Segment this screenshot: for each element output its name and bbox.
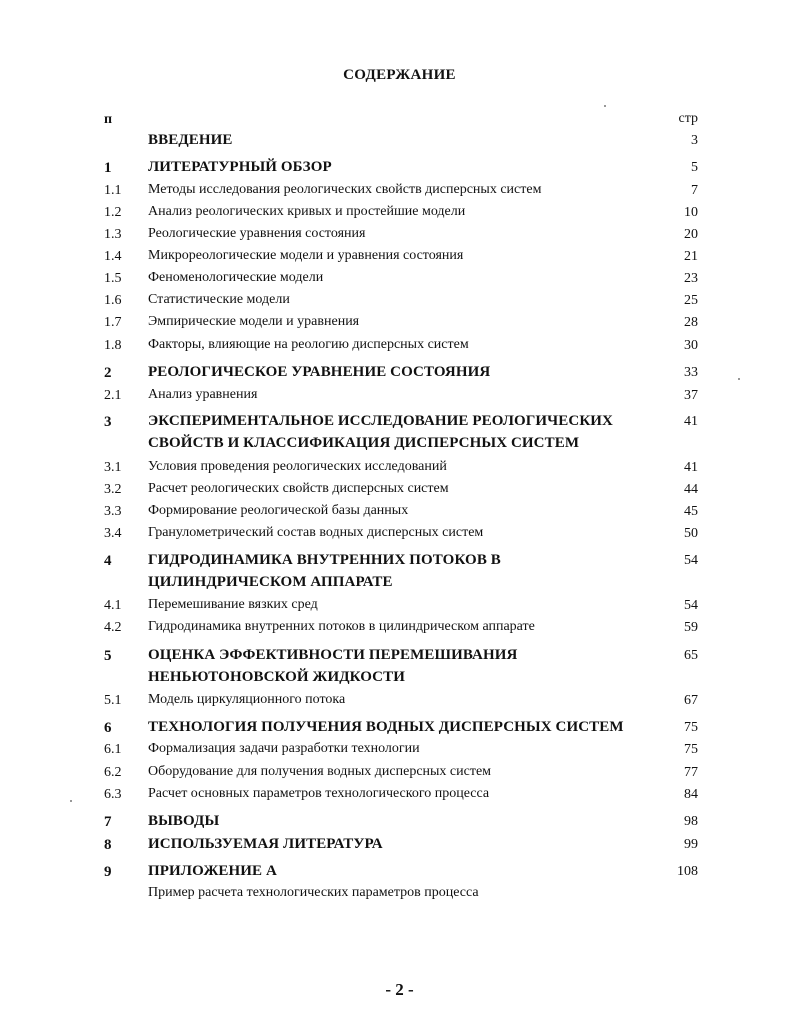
toc-entry-page: 84 (684, 787, 698, 802)
toc-entry-number: 7 (104, 814, 112, 830)
toc-entry-title: Анализ уравнения (148, 387, 258, 402)
toc-entry-number: 5.1 (104, 693, 122, 708)
toc-entry-number: 3.4 (104, 526, 122, 541)
toc-entry-title: Факторы, влияющие на реологию дисперсных систем (148, 337, 469, 352)
toc-entry-page: 33 (684, 365, 698, 380)
toc-entry-number: 1.2 (104, 205, 122, 220)
toc-entry-page: 7 (691, 183, 698, 198)
toc-entry-page: 10 (684, 205, 698, 220)
toc-entry-page: 59 (684, 620, 698, 635)
toc-entry-title: ИСПОЛЬЗУЕМАЯ ЛИТЕРАТУРА (148, 836, 383, 852)
toc-entry-title: ЭКСПЕРИМЕНТАЛЬНОЕ ИССЛЕДОВАНИЕ РЕОЛОГИЧЕСКИХ СВОЙСТВ И КЛАССИФИКАЦИЯ ДИСПЕРСНЫХ СИСТЕМ (148, 413, 613, 451)
toc-entry-number: 1 (104, 160, 112, 176)
toc-entry-title: Модель циркуляционного потока (148, 692, 346, 707)
column-header-page: стр (678, 111, 698, 126)
toc-entry-title: Пример расчета технологических параметров процесса (148, 885, 479, 900)
toc-entry-number: 5 (104, 648, 112, 664)
toc-entry-number: 9 (104, 864, 112, 880)
toc-entry-page: 23 (684, 271, 698, 286)
toc-entry-page: 67 (684, 693, 698, 708)
toc-entry-title: Оборудование для получения водных дисперсных систем (148, 764, 492, 779)
toc-entry-number: 2.1 (104, 388, 122, 403)
toc-entry-number: 4.2 (104, 620, 122, 635)
toc-entry-number: 1.4 (104, 249, 122, 264)
toc-entry-number: 1.3 (104, 227, 122, 242)
toc-entry-title: Формирование реологической базы данных (148, 503, 409, 518)
toc-entry-title: Расчет реологических свойств дисперсных систем (148, 481, 449, 496)
toc-entry-number: 2 (104, 365, 112, 381)
toc-entry-title: Эмпирические модели и уравнения (148, 314, 360, 329)
toc-entry-page: 3 (691, 133, 698, 148)
toc-entry-number: 3 (104, 414, 112, 430)
toc-entry-title: Условия проведения реологических исследований (148, 459, 447, 474)
toc-entry-page: 50 (684, 526, 698, 541)
toc-entry-title: Гранулометрический состав водных дисперсных систем (148, 525, 484, 540)
toc-entry-page: 77 (684, 765, 698, 780)
toc-entry-page: 41 (684, 460, 698, 475)
toc-entry-title: РЕОЛОГИЧЕСКОЕ УРАВНЕНИЕ СОСТОЯНИЯ (148, 364, 491, 380)
toc-entry-title: Статистические модели (148, 292, 290, 307)
toc-entry-number: 1.1 (104, 183, 122, 198)
toc-entry-page: 41 (684, 414, 698, 429)
toc-entry-title: ОЦЕНКА ЭФФЕКТИВНОСТИ ПЕРЕМЕШИВАНИЯ НЕНЬЮТОНОВСКОЙ ЖИДКОСТИ (148, 647, 518, 685)
toc-entry-number: 1.8 (104, 338, 122, 353)
toc-entry-page: 75 (684, 720, 698, 735)
scan-speck (70, 800, 72, 802)
toc-entry-page: 28 (684, 315, 698, 330)
toc-entry-title: ЛИТЕРАТУРНЫЙ ОБЗОР (148, 159, 332, 175)
toc-entry-number: 3.2 (104, 482, 122, 497)
toc-entry-title: ВВЕДЕНИЕ (148, 132, 233, 148)
toc-entry-number: 6.2 (104, 765, 122, 780)
scan-speck (738, 378, 740, 380)
toc-entry-page: 30 (684, 338, 698, 353)
toc-entry-title: Микрореологические модели и уравнения состояния (148, 248, 464, 263)
toc-entry-number: 6.3 (104, 787, 122, 802)
column-header-section: п (104, 112, 113, 127)
toc-entry-page: 44 (684, 482, 698, 497)
toc-entry-page: 37 (684, 388, 698, 403)
scan-speck (604, 105, 606, 107)
toc-entry-number: 1.7 (104, 315, 122, 330)
toc-entry-title: ПРИЛОЖЕНИЕ А (148, 863, 277, 879)
toc-entry-title: Анализ реологических кривых и простейшие модели (148, 204, 466, 219)
toc-entry-title: Формализация задачи разработки технологии (148, 741, 420, 756)
toc-entry-title: Феноменологические модели (148, 270, 324, 285)
toc-entry-number: 8 (104, 837, 112, 853)
toc-entry-title: ВЫВОДЫ (148, 813, 220, 829)
page-number-footer: - 2 - (385, 980, 414, 999)
toc-entry-page: 98 (684, 814, 698, 829)
toc-entry-number: 3.1 (104, 460, 122, 475)
toc-entry-page: 21 (684, 249, 698, 264)
toc-entry-page: 45 (684, 504, 698, 519)
toc-entry-title: ГИДРОДИНАМИКА ВНУТРЕННИХ ПОТОКОВ В ЦИЛИНДРИЧЕСКОМ АППАРАТЕ (148, 552, 501, 590)
toc-entry-title: Методы исследования реологических свойств дисперсных систем (148, 182, 542, 197)
toc-entry-number: 3.3 (104, 504, 122, 519)
toc-entry-number: 1.6 (104, 293, 122, 308)
page-title: СОДЕРЖАНИЕ (343, 67, 456, 83)
toc-entry-number: 4 (104, 553, 112, 569)
toc-entry-page: 65 (684, 648, 698, 663)
toc-entry-page: 5 (691, 160, 698, 175)
toc-entry-page: 25 (684, 293, 698, 308)
toc-entry-number: 1.5 (104, 271, 122, 286)
toc-entry-page: 54 (684, 553, 698, 568)
toc-entry-title: Реологические уравнения состояния (148, 226, 366, 241)
toc-entry-page: 75 (684, 742, 698, 757)
toc-entry-page: 108 (677, 864, 698, 879)
toc-entry-title: Гидродинамика внутренних потоков в цилиндрическом аппарате (148, 619, 535, 634)
toc-entry-number: 6 (104, 720, 112, 736)
toc-entry-number: 4.1 (104, 598, 122, 613)
toc-entry-number: 6.1 (104, 742, 122, 757)
toc-entry-title: Перемешивание вязких сред (148, 597, 318, 612)
toc-entry-title: ТЕХНОЛОГИЯ ПОЛУЧЕНИЯ ВОДНЫХ ДИСПЕРСНЫХ СИСТЕМ (148, 719, 624, 735)
toc-entry-page: 20 (684, 227, 698, 242)
toc-entry-page: 54 (684, 598, 698, 613)
toc-entry-title: Расчет основных параметров технологического процесса (148, 786, 490, 801)
toc-entry-page: 99 (684, 837, 698, 852)
